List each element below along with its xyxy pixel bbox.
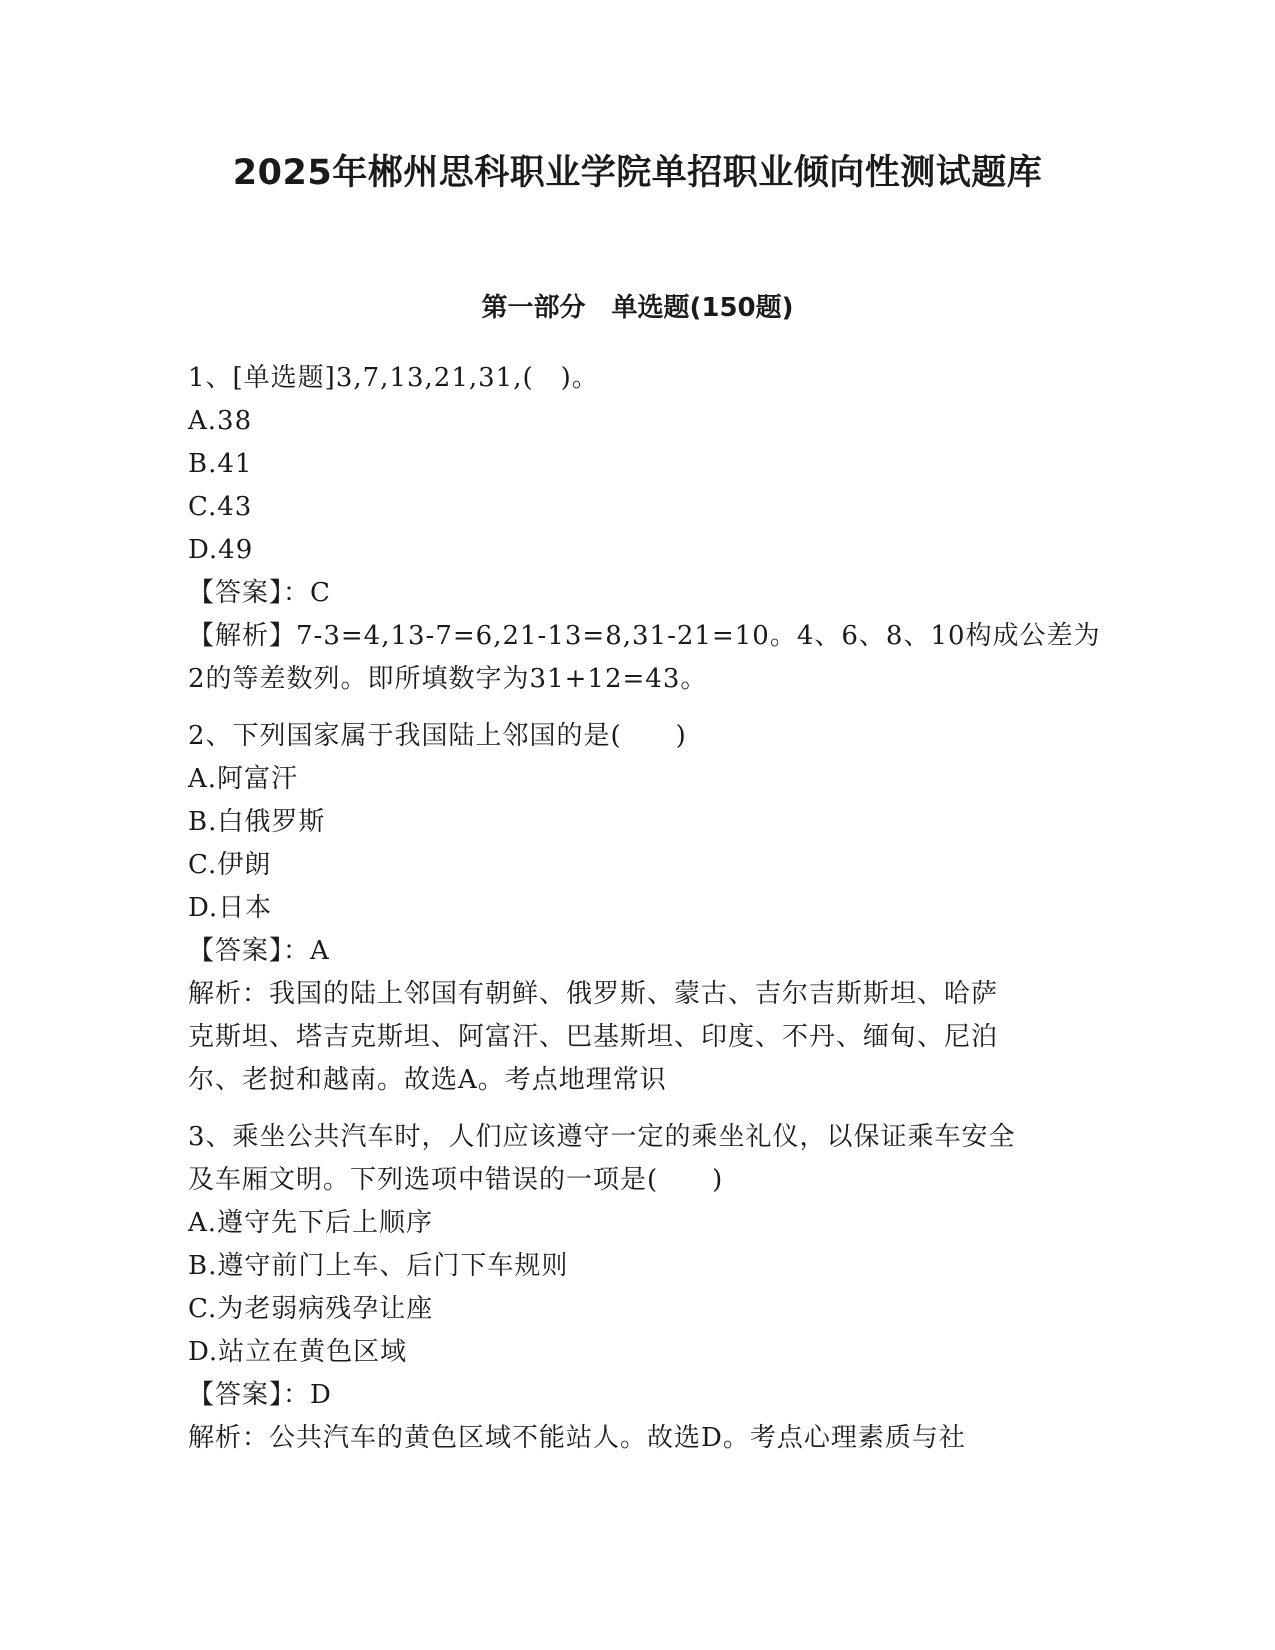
analysis-line: 解析：我国的陆上邻国有朝鲜、俄罗斯、蒙古、吉尔吉斯斯坦、哈萨 — [188, 979, 999, 1009]
question-3 — [188, 1116, 1088, 1460]
question-list — [188, 357, 1101, 1474]
option-d: D.49 — [188, 535, 254, 565]
analysis-line: 2的等差数列。即所填数字为31+12=43。 — [188, 664, 708, 694]
option-c: C.伊朗 — [188, 850, 272, 880]
answer-line: 【答案】：A — [188, 936, 330, 966]
analysis-line: 克斯坦、塔吉克斯坦、阿富汗、巴基斯坦、印度、不丹、缅甸、尼泊 — [188, 1022, 999, 1052]
option-d: D.日本 — [188, 893, 273, 923]
analysis-line: 解析：公共汽车的黄色区域不能站人。故选D。考点心理素质与社 — [188, 1423, 966, 1453]
analysis-line: 尔、老挝和越南。故选A。考点地理常识 — [188, 1065, 667, 1095]
question-stem: 3、乘坐公共汽车时，人们应该遵守一定的乘坐礼仪，以保证乘车安全 — [188, 1122, 1016, 1152]
analysis-line: 【解析】7-3=4,13-7=6,21-13=8,31-21=10。4、6、8、10构成公差为 — [188, 621, 1101, 651]
question-1 — [188, 357, 1101, 701]
option-a: A.遵守先下后上顺序 — [188, 1208, 434, 1238]
option-b: B.白俄罗斯 — [188, 807, 326, 837]
question-stem: 1、[单选题]3,7,13,21,31,( )。 — [188, 363, 599, 393]
option-c: C.43 — [188, 492, 253, 522]
option-b: B.41 — [188, 449, 253, 479]
option-a: A.38 — [188, 406, 253, 436]
option-a: A.阿富汗 — [188, 764, 299, 794]
question-2 — [188, 715, 1088, 1102]
option-b: B.遵守前门上车、后门下车规则 — [188, 1251, 569, 1281]
option-c: C.为老弱病残孕让座 — [188, 1294, 434, 1324]
question-stem: 2、下列国家属于我国陆上邻国的是( ) — [188, 721, 687, 751]
answer-line: 【答案】：D — [188, 1380, 332, 1410]
document-title: 2025年郴州思科职业学院单招职业倾向性测试题库 — [232, 153, 1043, 193]
answer-line: 【答案】：C — [188, 578, 331, 608]
option-d: D.站立在黄色区域 — [188, 1337, 408, 1367]
question-stem: 及车厢文明。下列选项中错误的一项是( ) — [188, 1165, 724, 1195]
section-title: 第一部分 单选题(150题) — [481, 293, 794, 323]
